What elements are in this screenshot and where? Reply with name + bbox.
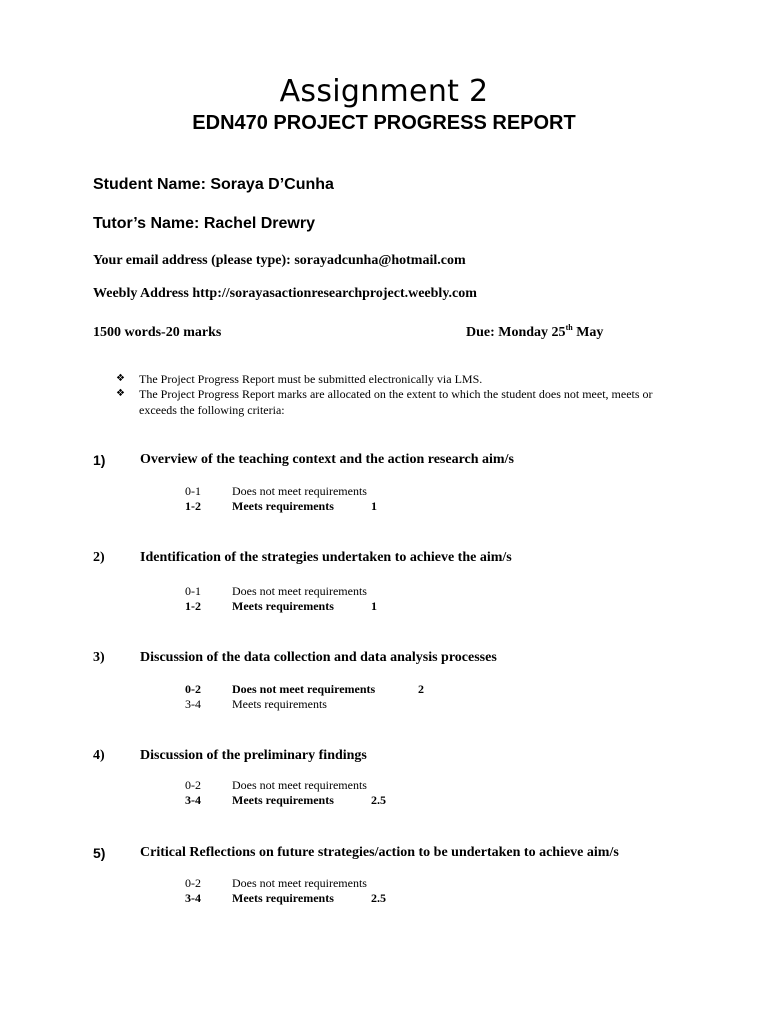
due-suffix: May <box>576 325 604 340</box>
row-label: Meets requirements <box>232 499 334 513</box>
criterion-number: 2) <box>93 550 105 565</box>
row-range: 3-4 <box>185 793 201 807</box>
row-label: Meets requirements <box>232 697 327 711</box>
row-range: 0-1 <box>185 584 201 598</box>
weebly-value: http://sorayasactionresearchproject.weebly.com <box>192 286 477 301</box>
row-range: 1-2 <box>185 499 201 513</box>
weebly-line <box>93 286 477 302</box>
row-mark: 2.5 <box>371 891 386 905</box>
row-mark: 2.5 <box>371 793 386 807</box>
row-label: Meets requirements <box>232 793 334 807</box>
row-mark: 1 <box>371 599 377 613</box>
row-range: 3-4 <box>185 697 201 711</box>
criterion-title: Critical Reflections on future strategies/action to be undertaken to achieve aim/s <box>140 845 619 860</box>
student-name: Student Name: Soraya D’Cunha <box>93 176 334 193</box>
criterion-number: 4) <box>93 748 105 763</box>
row-label: Does not meet requirements <box>232 484 367 498</box>
row-range: 3-4 <box>185 891 201 905</box>
email-label: Your email address (please type): <box>93 253 291 268</box>
criterion-title: Discussion of the preliminary findings <box>140 748 367 763</box>
instruction-item: The Project Progress Report must be submitted electronically via LMS. <box>139 372 483 386</box>
row-label: Meets requirements <box>232 891 334 905</box>
page-title: Assignment 2 <box>279 74 489 109</box>
criterion-number: 1) <box>93 452 106 468</box>
criterion-title: Overview of the teaching context and the action research aim/s <box>140 452 514 467</box>
word-count: 1500 words-20 marks <box>93 325 222 340</box>
row-range: 0-2 <box>185 682 201 696</box>
row-label: Does not meet requirements <box>232 778 367 792</box>
tutor-name: Tutor’s Name: Rachel Drewry <box>93 215 315 232</box>
due-prefix: Due: Monday 25 <box>466 325 566 340</box>
row-label: Does not meet requirements <box>232 584 367 598</box>
row-label: Meets requirements <box>232 599 334 613</box>
bullet-icon: ❖ <box>116 388 125 399</box>
due-date <box>466 325 603 341</box>
row-mark: 1 <box>371 499 377 513</box>
row-range: 0-2 <box>185 778 201 792</box>
row-label: Does not meet requirements <box>232 682 376 696</box>
row-mark: 2 <box>418 682 424 696</box>
weebly-label: Weebly Address <box>93 286 189 301</box>
email-line <box>93 253 466 269</box>
email-value: sorayadcunha@hotmail.com <box>294 253 466 268</box>
criterion-number: 5) <box>93 845 106 861</box>
due-superscript: th <box>565 323 573 332</box>
criterion-title: Discussion of the data collection and data analysis processes <box>140 650 497 665</box>
row-range: 0-2 <box>185 876 201 890</box>
criterion-title: Identification of the strategies undertaken to achieve the aim/s <box>140 550 512 565</box>
bullet-icon: ❖ <box>116 373 125 384</box>
instruction-item: The Project Progress Report marks are allocated on the extent to which the student does not meet, meets or exceeds the following criteria: <box>139 387 653 417</box>
criterion-number: 3) <box>93 650 105 665</box>
page-subtitle: EDN470 PROJECT PROGRESS REPORT <box>192 112 576 134</box>
row-range: 0-1 <box>185 484 201 498</box>
row-range: 1-2 <box>185 599 201 613</box>
row-label: Does not meet requirements <box>232 876 367 890</box>
